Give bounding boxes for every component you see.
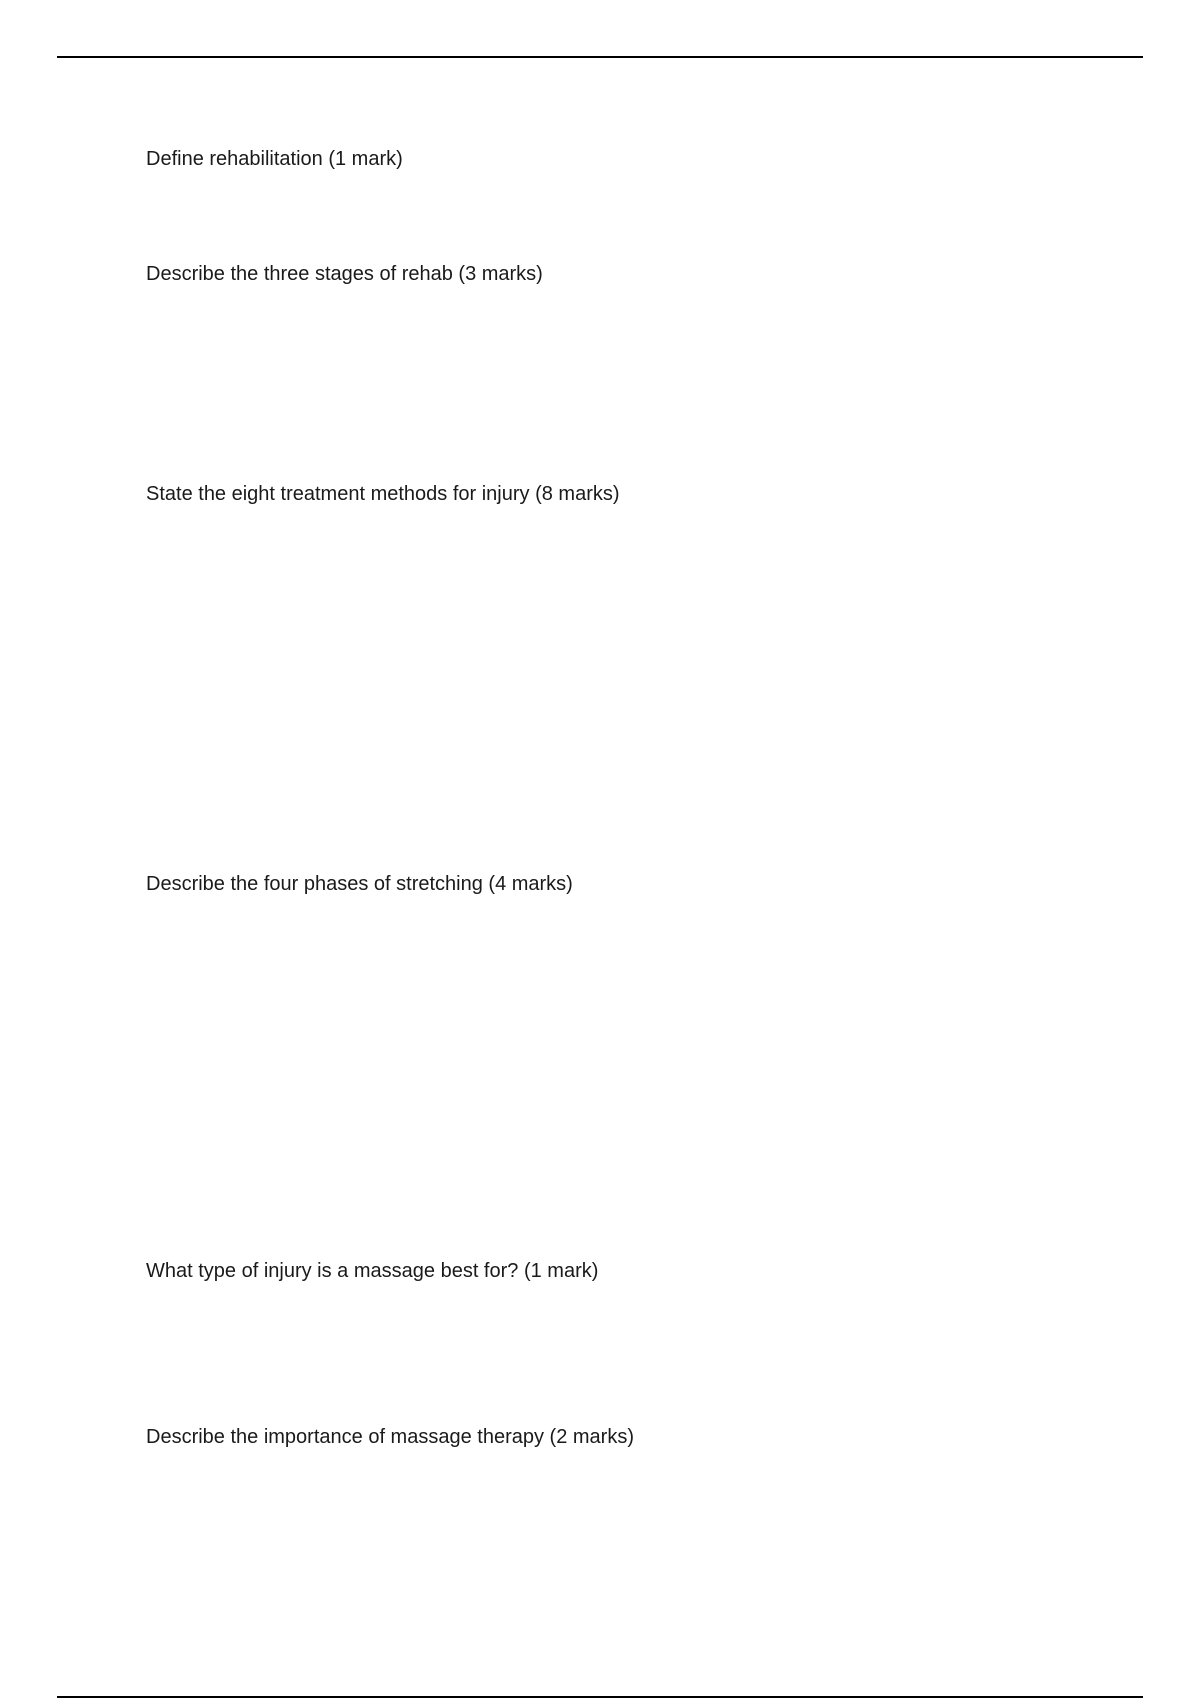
question-6: Describe the importance of massage therapy (2 marks) bbox=[146, 1426, 634, 1448]
question-2: Describe the three stages of rehab (3 marks) bbox=[146, 263, 543, 285]
footer-rule bbox=[57, 1696, 1143, 1698]
header-rule bbox=[57, 56, 1143, 58]
question-5: What type of injury is a massage best for? (1 mark) bbox=[146, 1260, 599, 1282]
question-3: State the eight treatment methods for injury (8 marks) bbox=[146, 483, 620, 505]
question-4: Describe the four phases of stretching (4 marks) bbox=[146, 873, 573, 895]
question-1: Define rehabilitation (1 mark) bbox=[146, 148, 403, 170]
